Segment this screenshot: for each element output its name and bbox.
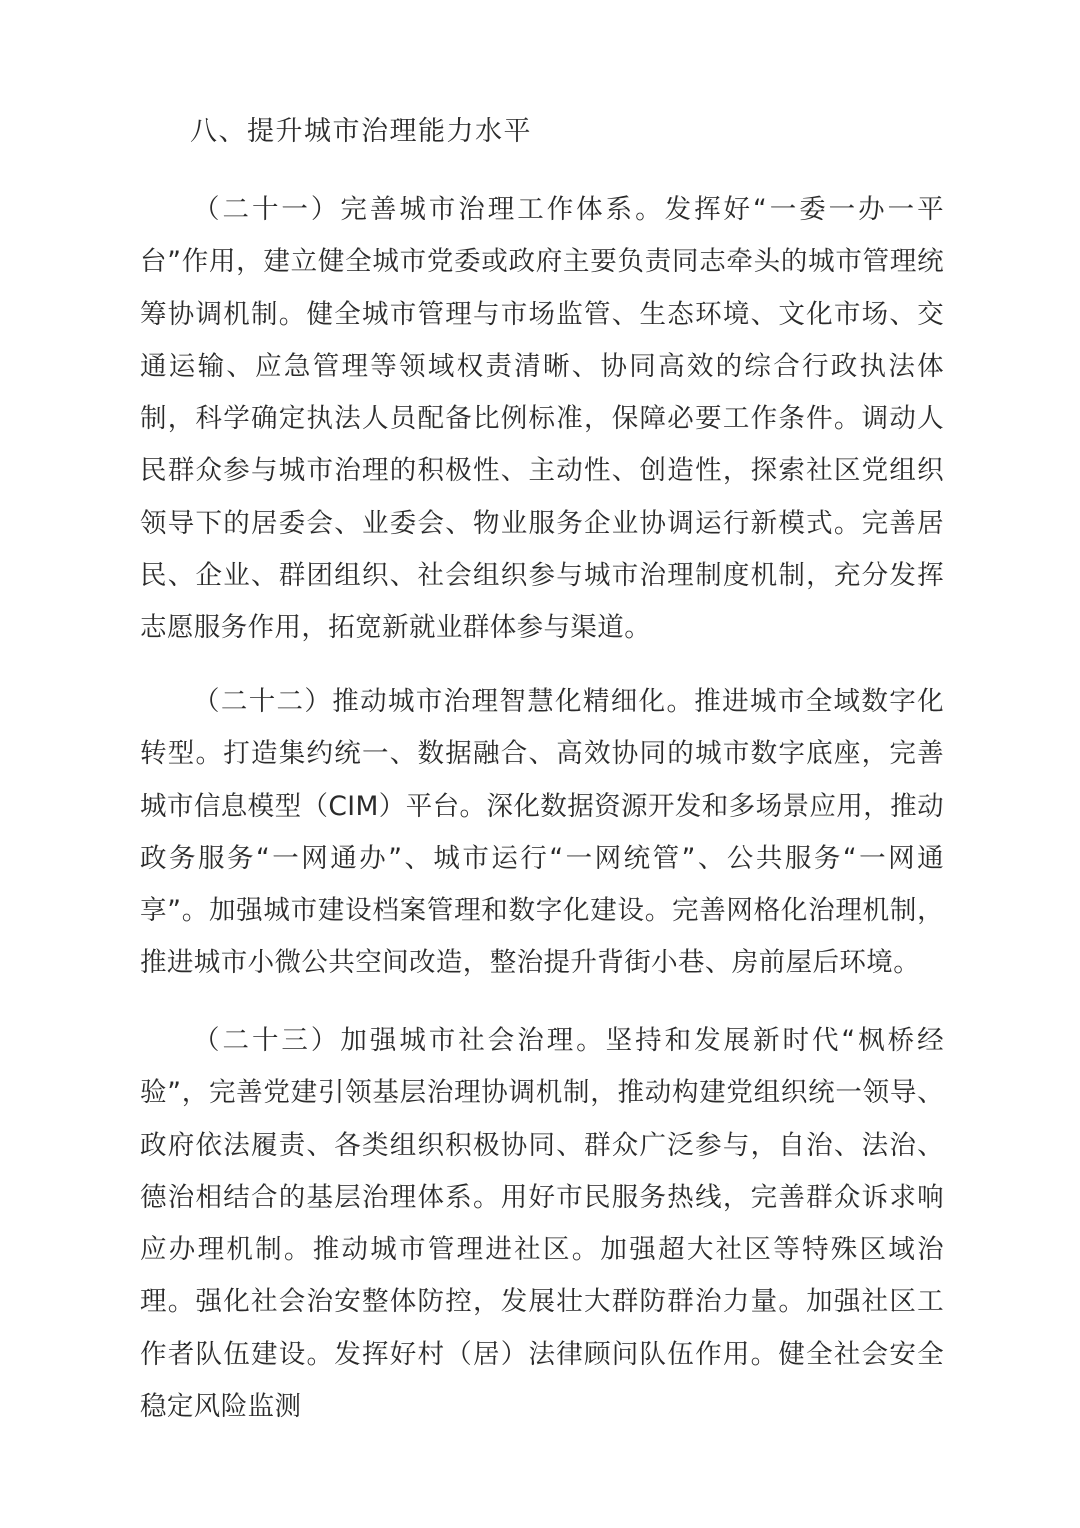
paragraph-23: （二十三）加强城市社会治理。坚持和发展新时代“枫桥经验”，完善党建引领基层治理协调机制，推动构建党组织统一领导、政府依法履责、各类组织积极协同、群众广泛参与，自治、法治、德治相结合的基层治理体系。用好市民服务热线，完善群众诉求响应办理机制。推动城市管理进社区。加强超大社区等特殊区域治理。强化社会治安整体防控，发展壮大群防群治力量。加强社区工作者队伍建设。发挥好村（居）法律顾问队伍作用。健全社会安全稳定风险监测 bbox=[140, 1025, 944, 1423]
section-heading: 八、提升城市治理能力水平 bbox=[190, 116, 532, 147]
paragraph-21: （二十一）完善城市治理工作体系。发挥好“一委一办一平台”作用，建立健全城市党委或政府主要负责同志牵头的城市管理统筹协调机制。健全城市管理与市场监管、生态环境、文化市场、交通运输、应急管理等领域权责清晰、协同高效的综合行政执法体制，科学确定执法人员配备比例标准，保障必要工作条件。调动人民群众参与城市治理的积极性、主动性、创造性，探索社区党组织领导下的居委会、业委会、物业服务企业协调运行新模式。完善居民、企业、群团组织、社会组织参与城市治理制度机制，充分发挥志愿服务作用，拓宽新就业群体参与渠道。 bbox=[140, 194, 944, 644]
paragraph-22: （二十二）推动城市治理智慧化精细化。推进城市全域数字化转型。打造集约统一、数据融合、高效协同的城市数字底座，完善城市信息模型（CIM）平台。深化数据资源开发和多场景应用，推动政务服务“一网通办”、城市运行“一网统管”、公共服务“一网通享”。加强城市建设档案管理和数字化建设。完善网格化治理机制，推进城市小微公共空间改造，整治提升背街小巷、房前屋后环境。 bbox=[140, 686, 944, 979]
